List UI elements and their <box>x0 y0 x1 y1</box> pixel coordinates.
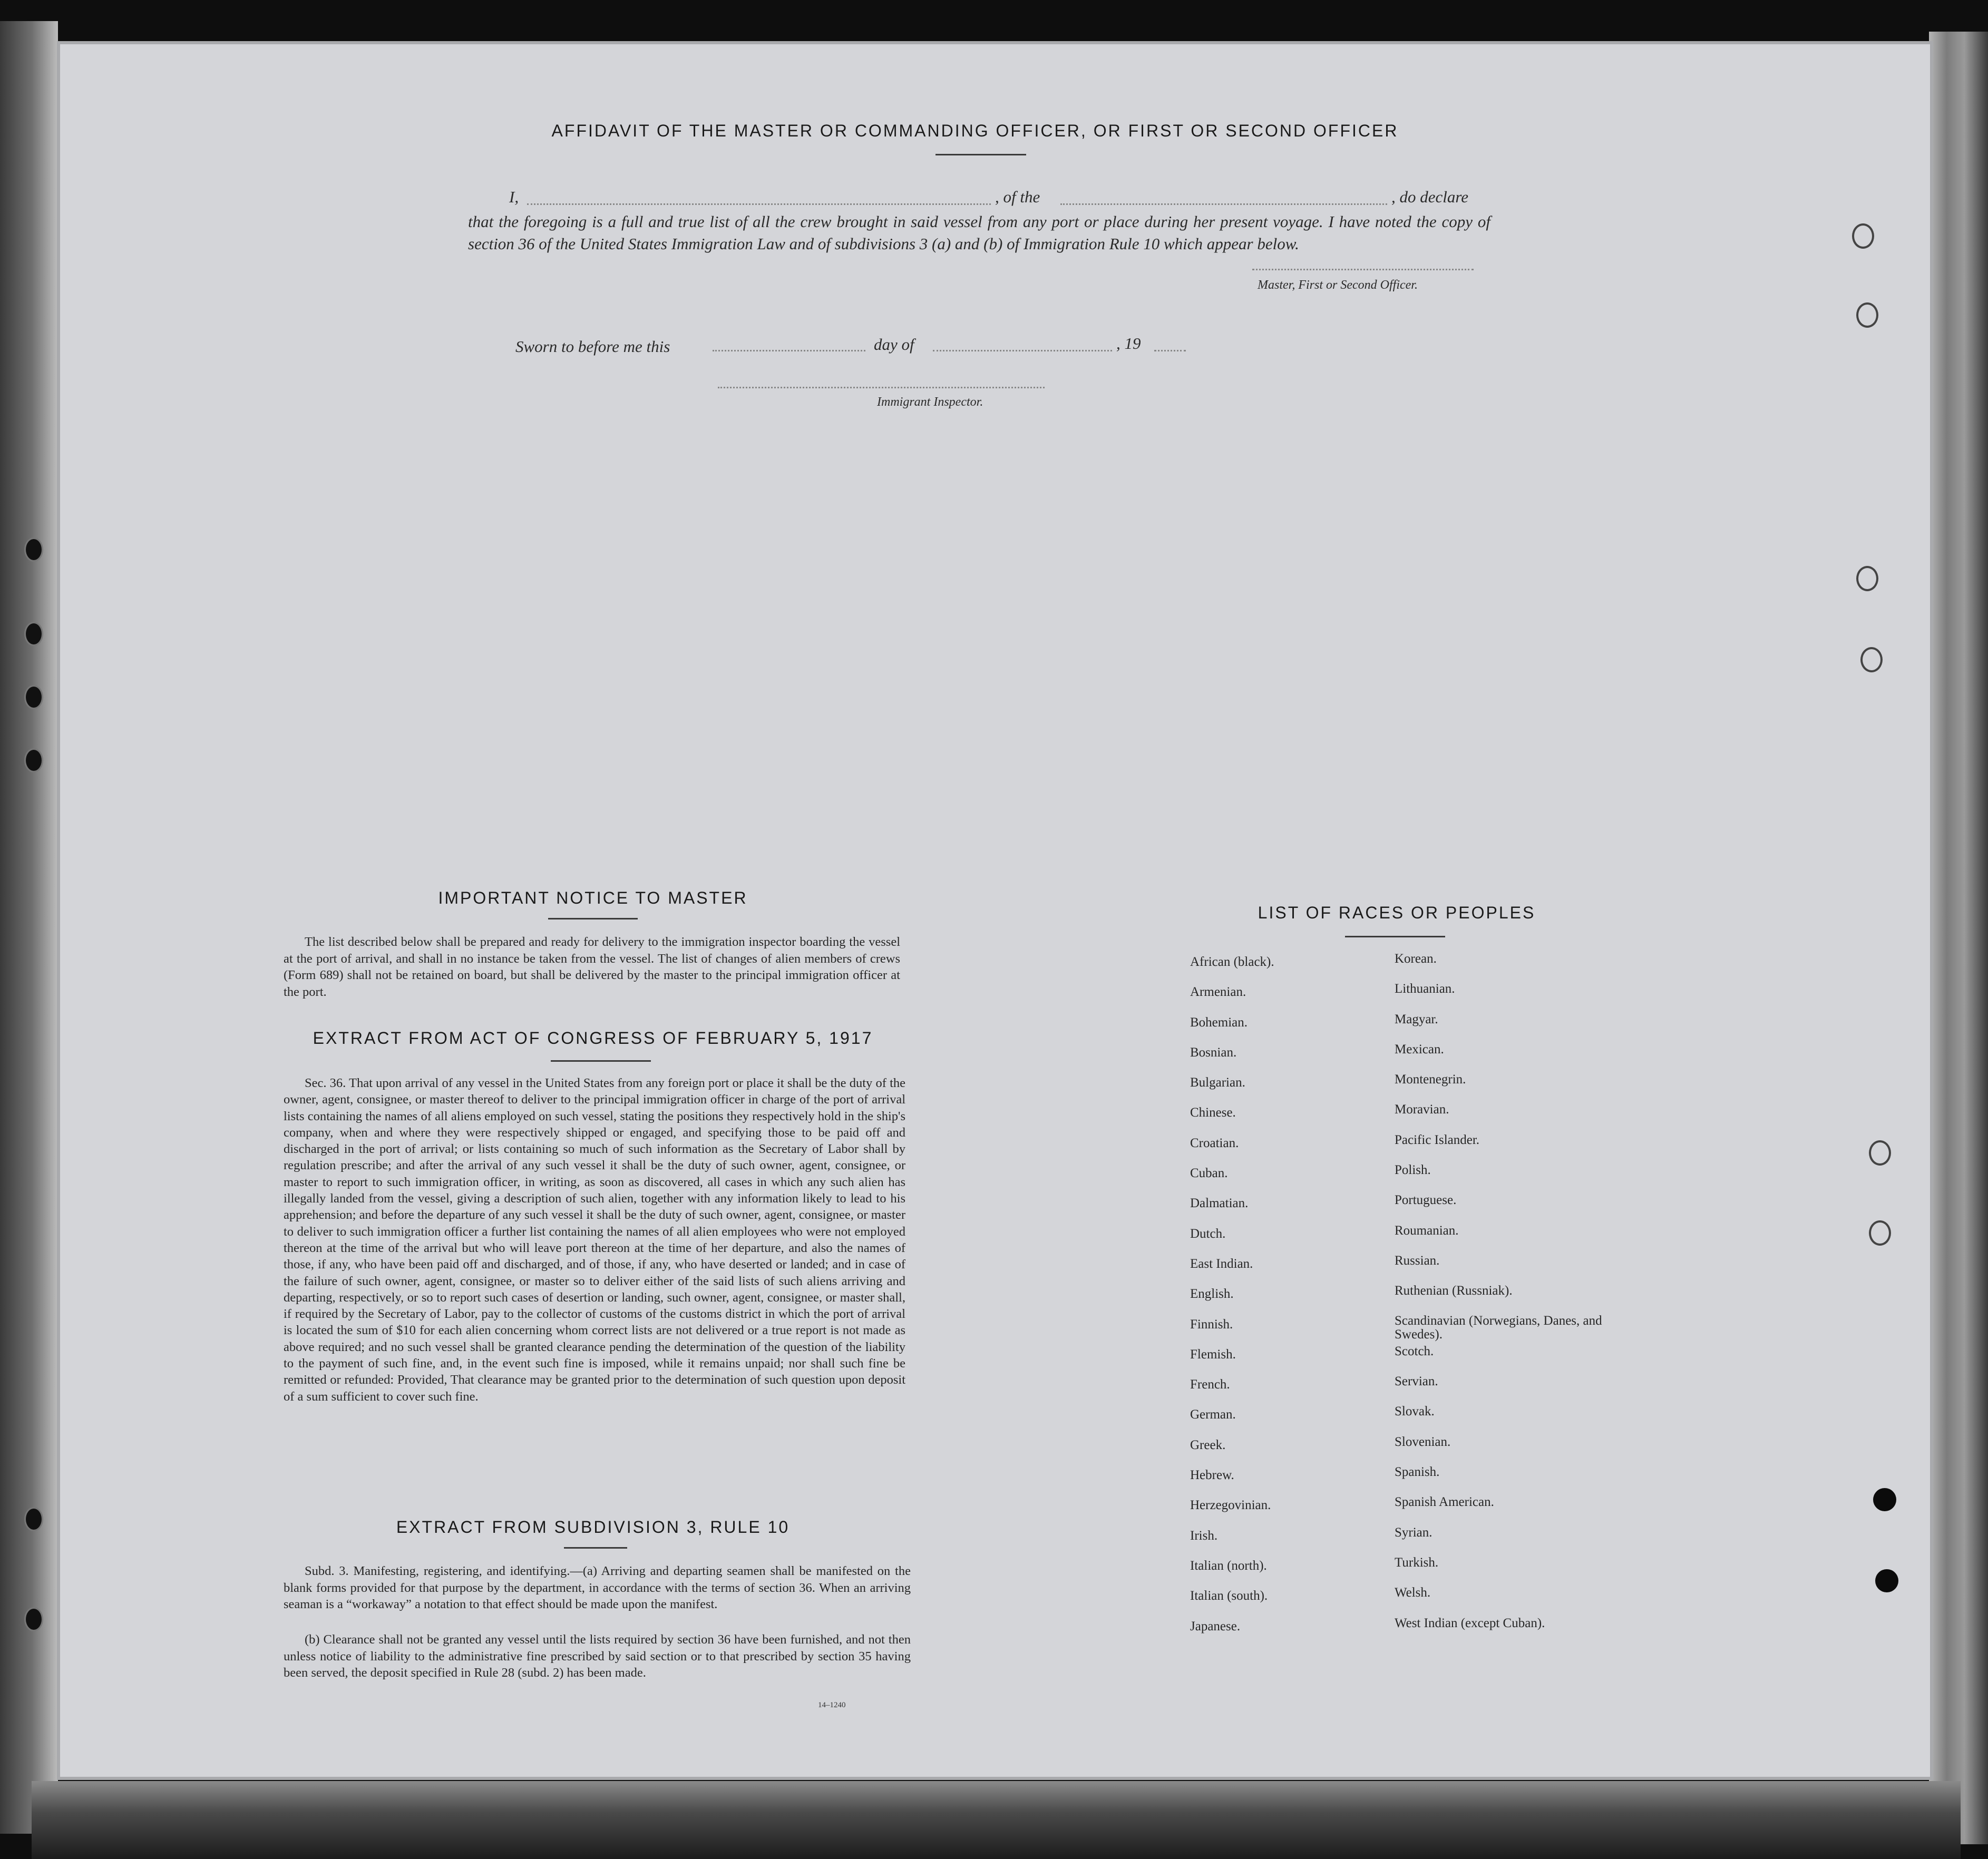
races-left-column <box>1190 955 1274 1649</box>
race-item: Spanish American. <box>1395 1495 1494 1510</box>
race-item: Chinese. <box>1190 1105 1236 1120</box>
race-item: Polish. <box>1395 1163 1431 1178</box>
race-item: Irish. <box>1190 1528 1218 1543</box>
race-item: Lithuanian. <box>1395 982 1455 996</box>
scan-edge-left <box>0 21 58 1834</box>
race-item: Russian. <box>1395 1253 1440 1268</box>
master-name-field[interactable] <box>527 203 991 205</box>
extract-rule-para-b: (b) Clearance shall not be granted any vessel until the lists required by section 36 have been furnished, and not then unless notice of liability to the administrative fine prescribed by said section or to that prescribed by section 35 having been served, the deposit specified in Rule 28 (subd. 2) has been made. <box>284 1632 911 1680</box>
races-right-column <box>1395 952 1605 1646</box>
extract-rule-para-a: Subd. 3. Manifesting, registering, and identifying.—(a) Arriving and departing seamen shall be manifested on the blank forms provided for that purpose by the department, in accordance with the terms of section 36. When an arriving seaman is a “workaway” a notation to that effect should be made upon the manifest. <box>284 1564 911 1611</box>
race-item: Korean. <box>1395 952 1437 966</box>
form-number: 14–1240 <box>818 1701 846 1709</box>
punch-hole <box>1852 223 1874 249</box>
binder-hole <box>24 748 43 772</box>
race-item: Ruthenian (Russniak). <box>1395 1284 1513 1298</box>
affidavit-paragraph: that the foregoing is a full and true list of all the crew brought in said vessel from any port or place during her present voyage. I have noted the copy of section 36 of the United States Immigration Law and of subdivisions 3 (a) and (b) of Immigration Rule 10 which appear below. <box>468 212 1490 253</box>
scan-edge-right <box>1929 32 1988 1844</box>
sworn-month-field[interactable] <box>933 350 1112 351</box>
race-item: Finnish. <box>1190 1317 1233 1332</box>
inspector-label: Immigrant Inspector. <box>877 395 983 409</box>
race-item: English. <box>1190 1287 1234 1302</box>
punch-hole <box>1869 1220 1891 1246</box>
race-item: Herzegovinian. <box>1190 1498 1271 1513</box>
race-item: Scandinavian (Norwegians, Danes, and Swedes). <box>1395 1313 1602 1342</box>
affidavit-do-declare: , do declare <box>1391 188 1469 206</box>
race-item: Dutch. <box>1190 1226 1226 1241</box>
race-item: Spanish. <box>1395 1465 1440 1480</box>
extract-act-text: Sec. 36. That upon arrival of any vessel in the United States from any foreign port or place it shall be the duty of the owner, agent, consignee, or master thereof to deliver to the principal immigration officer in charge of the port of arrival lists containing the names of all aliens employed on such vessel, stating the positions they respectively hold in the ship's company, when and where they were respectively shipped or engaged, and specifying those to be paid off and discharged in the port of arrival; or lists containing so much of such information as the Secretary of Labor shall by regulation prescribe; and after the arrival of any such vessel it shall be the duty of such owner, agent, consignee, or master to report to such immigration officer, in writing, as soon as discovered, all cases in which any such alien has illegally landed from the vessel, giving a description of such alien, together with any information likely to lead to his apprehension; and before the departure of any such vessel it shall be the duty of such owner, agent, consignee, or master to deliver to such immigration officer a further list containing the names of all alien employees who were not employed thereon at the time of the arrival but who will leave port thereon at the time of her departure, and also the names of those, if any, who have been paid off and discharged, and of those, if any, who have deserted or landed; and in case of the failure of such owner, agent, consignee, or master so to deliver either of the said lists of such aliens arriving and departing, respectively, or so to report such cases of desertion or landing, such owner, agent, consignee, or master shall, if required by the Secretary of Labor, pay to the collector of customs of the customs district in which the port of arrival is located the sum of $10 for each alien concerning whom correct lists are not delivered or a true report is not made as above required; and no such vessel shall be granted clearance pending the determination of the question of the liability to the payment of such fine, and, in the event such fine is imposed, while it remains unpaid; nor shall such fine be remitted or refunded: Provided, That clearance may be granted prior to the determination of such question upon deposit of a sum sufficient to cover such fine. <box>284 1076 905 1404</box>
officer-signature-field[interactable] <box>1252 269 1474 270</box>
race-item: Cuban. <box>1190 1166 1228 1181</box>
affidavit-title: AFFIDAVIT OF THE MASTER OR COMMANDING OFFICER, OR FIRST OR SECOND OFFICER <box>551 121 1399 140</box>
race-item: Armenian. <box>1190 985 1246 1000</box>
races-title: LIST OF RACES OR PEOPLES <box>1258 903 1536 922</box>
officer-signature-label: Master, First or Second Officer. <box>1258 278 1418 292</box>
punch-hole <box>1856 302 1878 328</box>
binder-hole <box>24 622 43 646</box>
race-item: Greek. <box>1190 1437 1226 1452</box>
race-item: Pacific Islander. <box>1395 1132 1480 1147</box>
extract-act-title: EXTRACT FROM ACT OF CONGRESS OF FEBRUARY 5, 1917 <box>313 1029 873 1048</box>
notice-title-rule <box>548 918 638 919</box>
race-item: Magyar. <box>1395 1012 1438 1026</box>
race-item: Welsh. <box>1395 1586 1431 1600</box>
race-item: Montenegrin. <box>1395 1072 1466 1087</box>
race-item: Italian (north). <box>1190 1558 1267 1573</box>
day-of-label: day of <box>874 335 914 354</box>
punch-hole <box>1873 1488 1896 1511</box>
binder-hole <box>24 1507 43 1531</box>
race-item: Roumanian. <box>1395 1223 1459 1238</box>
vessel-name-field[interactable] <box>1060 203 1387 205</box>
binder-hole <box>24 1607 43 1631</box>
punch-hole <box>1856 566 1878 591</box>
punch-hole <box>1875 1569 1898 1592</box>
year-label: , 19 <box>1116 334 1141 353</box>
scan-edge-bottom <box>32 1781 1961 1859</box>
race-item: Scotch. <box>1395 1344 1434 1358</box>
punch-hole <box>1869 1140 1891 1166</box>
race-item: East Indian. <box>1190 1256 1253 1271</box>
race-item: Servian. <box>1395 1374 1438 1389</box>
race-item: Portuguese. <box>1395 1193 1457 1208</box>
binder-hole <box>24 685 43 709</box>
races-title-rule <box>1345 936 1445 937</box>
binder-hole <box>24 537 43 562</box>
race-item: Turkish. <box>1395 1555 1439 1570</box>
race-item: Japanese. <box>1190 1619 1241 1633</box>
punch-hole <box>1860 647 1883 672</box>
race-item: Moravian. <box>1395 1102 1449 1117</box>
race-item: Italian (south). <box>1190 1589 1268 1603</box>
race-item: Slovak. <box>1395 1404 1435 1419</box>
race-item: Syrian. <box>1395 1525 1432 1540</box>
race-item: Flemish. <box>1190 1347 1236 1362</box>
extract-rule-rule <box>564 1547 627 1549</box>
affidavit-i-label: I, <box>509 188 519 206</box>
extract-act-rule <box>551 1060 651 1062</box>
race-item: French. <box>1190 1377 1230 1392</box>
race-item: Croatian. <box>1190 1136 1239 1150</box>
sworn-day-field[interactable] <box>713 350 865 351</box>
race-item: African (black). <box>1190 955 1274 969</box>
sworn-year-field[interactable] <box>1154 350 1186 351</box>
race-item: Bohemian. <box>1190 1015 1248 1030</box>
race-item: German. <box>1190 1407 1236 1422</box>
race-item: West Indian (except Cuban). <box>1395 1616 1545 1630</box>
race-item: Mexican. <box>1395 1042 1444 1056</box>
extract-rule-title: EXTRACT FROM SUBDIVISION 3, RULE 10 <box>396 1518 790 1537</box>
notice-title: IMPORTANT NOTICE TO MASTER <box>438 888 748 907</box>
race-item: Bosnian. <box>1190 1045 1237 1060</box>
notice-text: The list described below shall be prepared and ready for delivery to the immigration inspector boarding the vessel at the port of arrival, and shall in no instance be taken from the vessel. The list of changes of alien members of crews (Form 689) shall not be retained on board, but shall be delivered by the master to the principal immigration officer at the port. <box>284 935 900 999</box>
affidavit-of-the: , of the <box>995 188 1040 206</box>
race-item: Hebrew. <box>1190 1468 1234 1483</box>
affidavit-title-rule <box>935 154 1026 155</box>
race-item: Slovenian. <box>1395 1434 1451 1449</box>
race-item: Dalmatian. <box>1190 1196 1249 1211</box>
race-item: Bulgarian. <box>1190 1075 1245 1090</box>
sworn-label: Sworn to before me this <box>515 337 670 356</box>
inspector-signature-field[interactable] <box>718 387 1045 388</box>
